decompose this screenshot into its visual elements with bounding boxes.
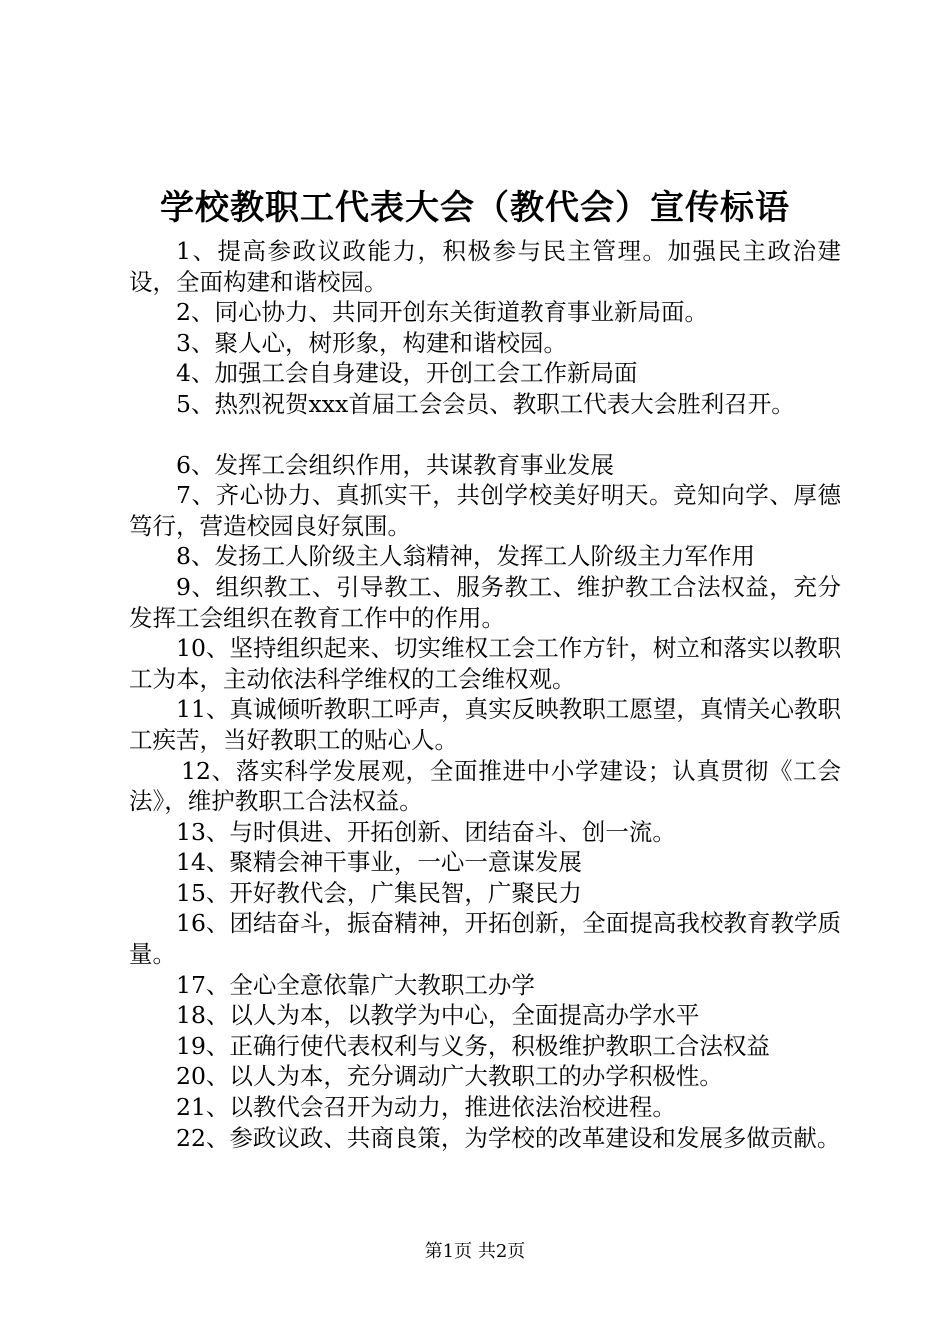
slogan-item: 17、全心全意依靠广大教职工办学	[176, 970, 535, 999]
slogan-item: 7、齐心协力、真抓实干，共创学校美好明天。竞知向学、厚德笃行，营造校园良好氛围。	[129, 481, 841, 540]
slogan-item: 13、与时俱进、开拓创新、团结奋斗、创一流。	[176, 817, 676, 846]
slogan-item: 10、坚持组织起来、切实维权工会工作方针，树立和落实以教职工为本，主动依法科学维权的工会维权观。	[129, 634, 841, 693]
slogan-item: 20、以人为本，充分调动广大教职工的办学积极性。	[176, 1062, 723, 1091]
slogan-item: 8、发扬工人阶级主人翁精神，发挥工人阶级主力军作用	[176, 542, 755, 571]
slogan-item: 21、以教代会召开为动力，推进依法治校进程。	[176, 1093, 676, 1122]
slogan-item: 22、参政议政、共商良策，为学校的改革建设和发展多做贡献。	[176, 1123, 841, 1152]
page-number: 第1页 共2页	[424, 1241, 526, 1262]
document-title: 学校教职工代表大会（教代会）宣传标语	[160, 188, 790, 228]
slogan-item: 15、开好教代会，广集民智，广聚民力	[176, 878, 582, 907]
slogan-item: 1、提高参政议政能力，积极参与民主管理。加强民主政治建设，全面构建和谐校园。	[129, 237, 841, 296]
slogan-item: 6、发挥工会组织作用，共谋教育事业发展	[176, 450, 614, 479]
slogan-item: 3、聚人心，树形象，构建和谐校园。	[176, 328, 567, 357]
slogan-item: 18、以人为本，以教学为中心，全面提高办学水平	[176, 1001, 700, 1030]
slogan-item: 16、团结奋斗，振奋精神，开拓创新，全面提高我校教育教学质量。	[129, 909, 841, 969]
slogan-list	[129, 236, 841, 1153]
slogan-item: 2、同心协力、共同开创东关街道教育事业新局面。	[176, 298, 708, 327]
slogan-item: 9、组织教工、引导教工、服务教工、维护教工合法权益，充分发挥工会组织在教育工作中的作用。	[129, 572, 841, 632]
slogan-item: 11、真诚倾听教职工呼声，真实反映教职工愿望，真情关心教职工疾苦，当好教职工的贴心人。	[129, 695, 841, 754]
slogan-item: 12、落实科学发展观，全面推进中小学建设；认真贯彻《工会法》，维护教职工合法权益。	[129, 756, 841, 816]
slogan-item: 4、加强工会自身建设，开创工会工作新局面	[176, 359, 638, 388]
slogan-item: 14、聚精会神干事业，一心一意谋发展	[176, 848, 582, 877]
slogan-item: 19、正确行使代表权利与义务，积极维护教职工合法权益	[176, 1031, 770, 1060]
slogan-item: 5、热烈祝贺xxx首届工会会员、教职工代表大会胜利召开。	[176, 389, 795, 418]
